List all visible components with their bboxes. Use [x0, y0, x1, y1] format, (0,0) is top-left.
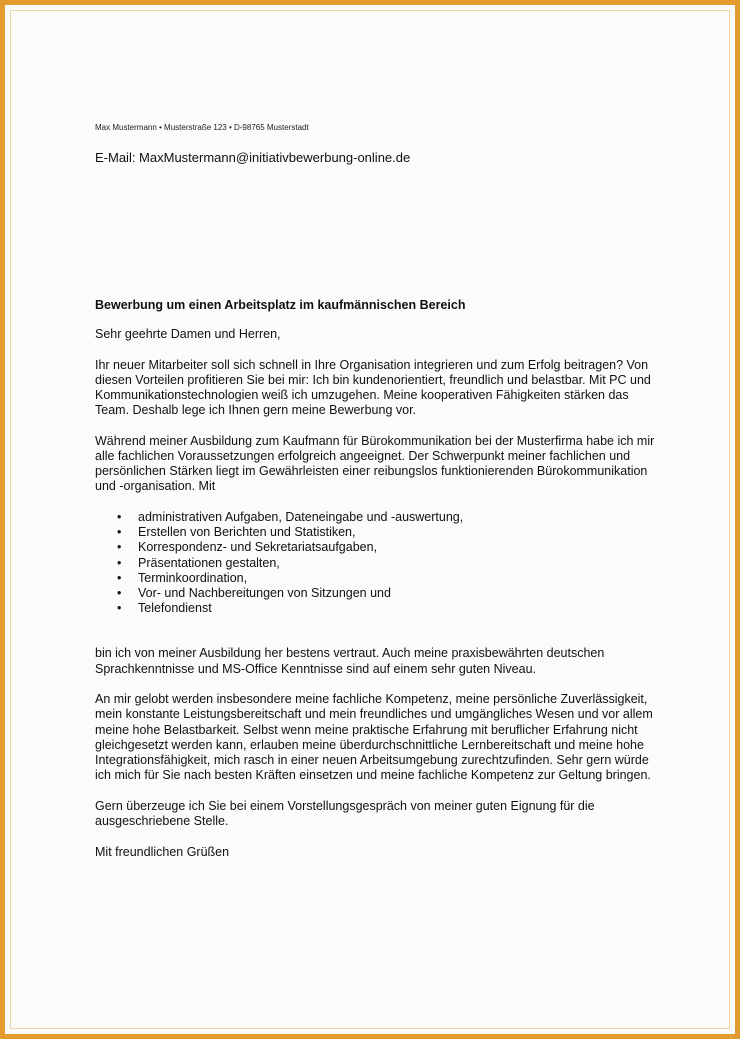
list-item-text: administrativen Aufgaben, Dateneingabe und -auswertung,	[138, 510, 464, 524]
paragraph-knowledge: bin ich von meiner Ausbildung her bestens vertraut. Auch meine praxisbewährten deutschen Sprachkenntnisse und MS-Office Kenntnisse sind auf einem sehr guten Niveau.	[95, 646, 605, 676]
list-item	[117, 601, 655, 616]
email-line: E-Mail: MaxMustermann@initiativbewerbung-online.de	[95, 150, 411, 165]
closing: Mit freundlichen Grüßen	[95, 844, 230, 859]
bullet-icon: •	[117, 555, 122, 570]
sender-address-line: Max Mustermann • Musterstraße 123 • D-98765 Musterstadt	[95, 123, 309, 132]
bullet-icon: •	[117, 540, 122, 555]
bullet-icon: •	[117, 601, 122, 616]
list-item-text: Terminkoordination,	[138, 570, 248, 585]
list-item	[117, 510, 655, 525]
paragraph-training: Während meiner Ausbildung zum Kaufmann für Bürokommunikation bei der Musterfirma habe ich mir alle fachlichen Voraussetzungen erfolgreich angeeignet. Der Schwerpunkt meiner fachlichen und persönlichen Stärken liegt im Gewährleisten einer reibungslos funktionierenden Bürokommunikation und -organisation. Mit	[95, 433, 655, 494]
list-item-text: Präsentationen gestalten,	[138, 555, 280, 570]
list-item-text: Erstellen von Berichten und Statistiken,	[138, 525, 356, 540]
paragraph-intro: Ihr neuer Mitarbeiter soll sich schnell in Ihre Organisation integrieren und zum Erfolg beitragen? Von diesen Vorteilen profitieren Sie bei mir: Ich bin kundenorientiert, freundlich und belastbar. Mit PC und Kommunikationstechnologien weiß ich umzugehen. Meine kooperativen Fähigkeiten stärken das Team. Deshalb lege ich Ihnen gern meine Bewerbung vor.	[95, 357, 651, 418]
list-item-text: Telefondienst	[138, 601, 212, 616]
list-item-text: Vor- und Nachbereitungen von Sitzungen und	[138, 586, 391, 601]
list-item	[117, 571, 655, 586]
skills-list	[95, 510, 655, 616]
salutation: Sehr geehrte Damen und Herren,	[95, 327, 281, 341]
letter-subject: Bewerbung um einen Arbeitsplatz im kaufmännischen Bereich	[95, 298, 466, 312]
list-item-text: Korrespondenz- und Sekretariatsaufgaben,	[138, 540, 378, 555]
paragraph-interview: Gern überzeuge ich Sie bei einem Vorstellungsgespräch von meiner guten Eignung für die ausgeschriebene Stelle.	[95, 798, 595, 829]
paragraph-strengths: An mir gelobt werden insbesondere meine fachliche Kompetenz, meine persönliche Zuverlässigkeit, mein konstante Leistungsbereitschaft und mein freundliches und umgängliches Wesen und vor allem meine hohe Belastbarkeit. Selbst wenn meine praktische Erfahrung mit beruflicher Erfahrung nicht gleichgesetzt werden kann, erlauben meine überdurchschnittliche Lernbereitschaft und meine hohe Integrationsfähigkeit, mich rasch in einer neuen Arbeitsumgebung zurechtzufinden. Sehr gern würde ich mich für Sie nach besten Kräften einsetzen und meine fachliche Kompetenz zur Geltung bringen.	[95, 692, 653, 783]
list-item	[117, 540, 655, 555]
list-item	[117, 586, 655, 601]
bullet-icon: •	[117, 525, 122, 540]
bullet-icon: •	[117, 510, 122, 524]
list-item	[117, 556, 655, 571]
bullet-icon: •	[117, 570, 122, 585]
letter-body	[95, 327, 655, 875]
list-item	[117, 525, 655, 540]
bullet-icon: •	[117, 586, 122, 601]
